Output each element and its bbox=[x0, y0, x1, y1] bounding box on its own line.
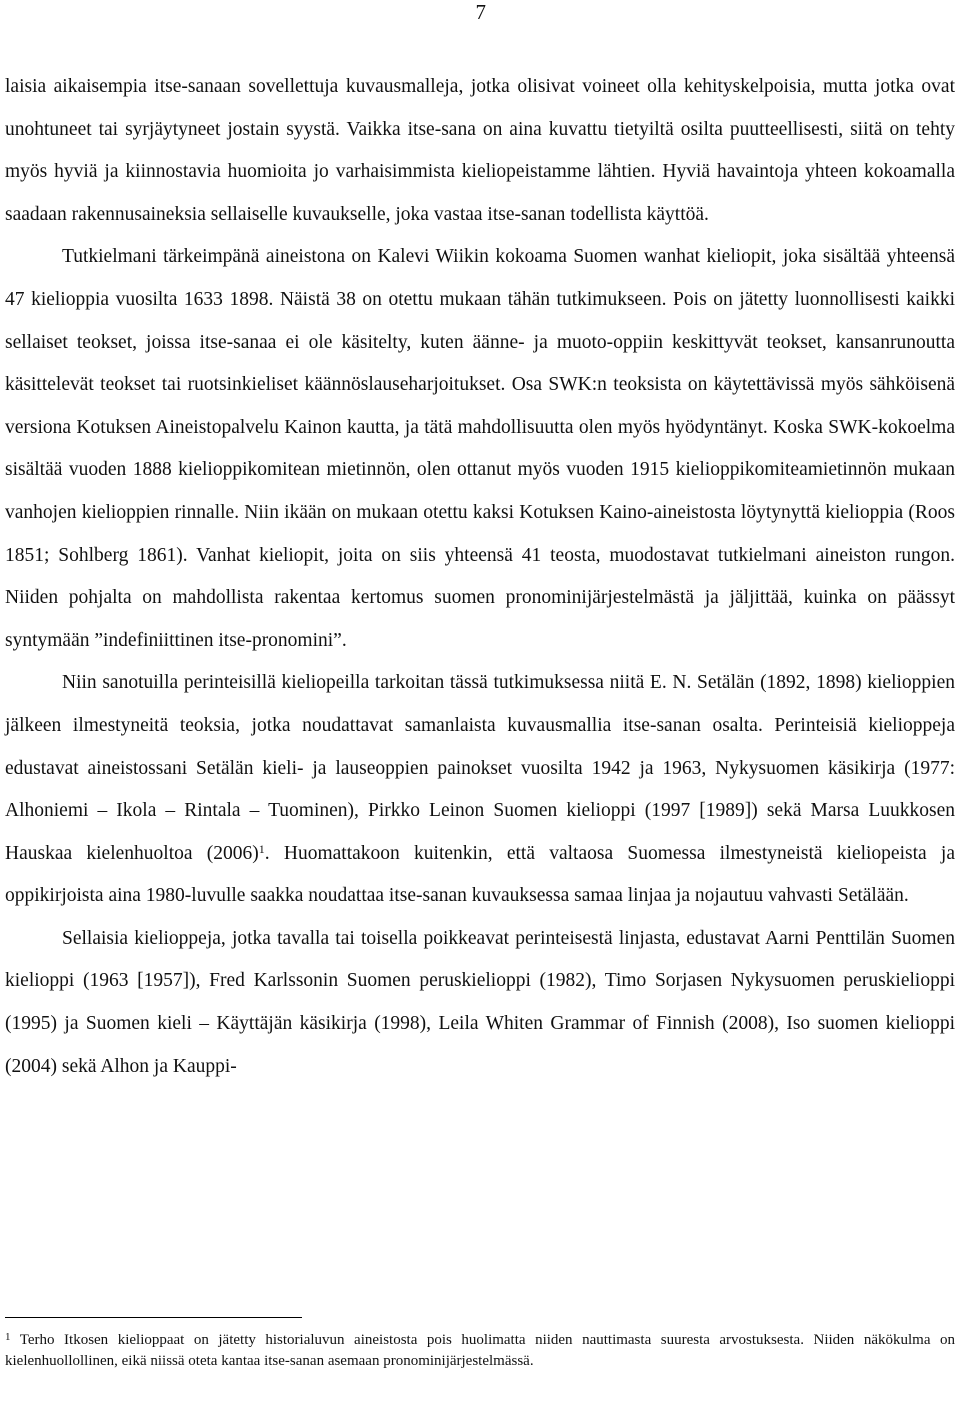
footnote bbox=[5, 1330, 955, 1372]
footnote-text: Terho Itkosen kielioppaat on jätetty historialuvun aineistosta pois huolimatta niiden nauttimasta suuresta arvostuksesta. Niiden näkökulma on kielenhuollollinen, eikä niissä oteta kantaa itse-sanan asemaan pronominijärjestelmässä. bbox=[5, 1332, 955, 1369]
footnote-marker: 1 bbox=[5, 1331, 11, 1343]
footnote-separator bbox=[5, 1317, 302, 1318]
paragraph-material: Tutkielmani tärkeimpänä aineistona on Kalevi Wiikin kokoama Suomen wanhat kieliopit, joka sisältää yhteensä 47 kielioppia vuosilta 1633 1898. Näistä 38 on otettu mukaan tähän tutkimukseen. Pois on jätetty luonnollisesti kaikki sellaiset teokset, joissa itse-sanaa ei ole käsitelty, kuten äänne- ja muoto-oppiin keskittyvät teokset, kansanrunoutta käsittelevät teokset tai ruotsinkieliset käännöslauseharjoitukset. Osa SWK:n teoksista on käytettävissä myös sähköisenä versiona Kotuksen Aineistopalvelu Kainon kautta, ja tätä mahdollisuutta olen myös hyödyntänyt. Koska SWK-kokoelma sisältää vuoden 1888 kielioppikomitean mietinnön, olen ottanut myös vuoden 1915 kielioppikomiteamietinnön mukaan vanhojen kielioppien rinnalle. Niin ikään on mukaan otettu kaksi Kotuksen Kaino-aineistosta löytynyttä kielioppia (Roos 1851; Sohlberg 1861). Vanhat kieliopit, joita on siis yhteensä 41 teosta, muodostavat tutkielmani aineiston rungon. Niiden pohjalta on mahdollista rakentaa kertomus suomen pronominijärjestelmästä ja jäljittää, kuinka on päässyt syntymään ”indefiniittinen itse-pronomini”. bbox=[5, 246, 955, 651]
page-number: 7 bbox=[475, 0, 486, 24]
paragraph-deviating-grammars: Sellaisia kielioppeja, jotka tavalla tai toisella poikkeavat perinteisestä linjasta, edustavat Aarni Penttilän Suomen kielioppi (1963 [1957]), Fred Karlssonin Suomen peruskielioppi (1982), Timo Sorjasen Nykysuomen peruskielioppi (1995) ja Suomen kieli – Käyttäjän käsikirja (1998), Leila Whiten Grammar of Finnish (2008), Iso suomen kielioppi (2004) sekä Alhon ja Kauppi- bbox=[5, 927, 955, 1077]
paragraph-intro: laisia aikaisempia itse-sanaan sovellettuja kuvausmalleja, jotka olisivat voineet olla kehityskelpoisia, mutta jotka ovat unohtuneet tai syrjäytyneet jostain syystä. Vaikka itse-sana on aina kuvattu tietyiltä osilta puutteellisesti, siitä on tehty myös hyviä ja kiinnostavia huomioita jo varhaisimmista kieliopeistamme lähtien. Hyviä havaintoja yhteen kokoamalla saadaan rakennusaineksia sellaiselle kuvaukselle, joka vastaa itse-sanan todellista käyttöä. bbox=[5, 76, 955, 225]
footnote-reference[interactable]: 1 bbox=[258, 841, 265, 856]
paragraph-text-before-footnote: Niin sanotuilla perinteisillä kieliopeilla tarkoitan tässä tutkimuksessa niitä E. N. Setälän (1892, 1898) kielioppien jälkeen ilmestyneitä teoksia, jotka noudattavat samanlaista kuvausmallia itse-sanan osalta. Perinteisiä kielioppeja edustavat aineistossani Setälän kieli- ja lauseoppien painokset vuosilta 1942 ja 1963, Nykysuomen käsikirja (1977: Alhoniemi – Ikola – Rintala – Tuominen), Pirkko Leinon Suomen kielioppi (1997 [1989]) sekä Marsa Luukkosen Hauskaa kielenhuoltoa (2006) bbox=[5, 672, 955, 864]
paragraph-text-after-footnote: . Huomattakoon kuitenkin, että valtaosa Suomessa ilmestyneistä kieliopeista ja oppikirjoista aina 1980-luvulle saakka noudattaa itse-sanan kuvauksessa samaa linjaa ja nojautuu vahvasti Setälään. bbox=[5, 842, 955, 907]
body-text bbox=[5, 66, 955, 1088]
paragraph-traditional-grammars bbox=[5, 662, 955, 918]
